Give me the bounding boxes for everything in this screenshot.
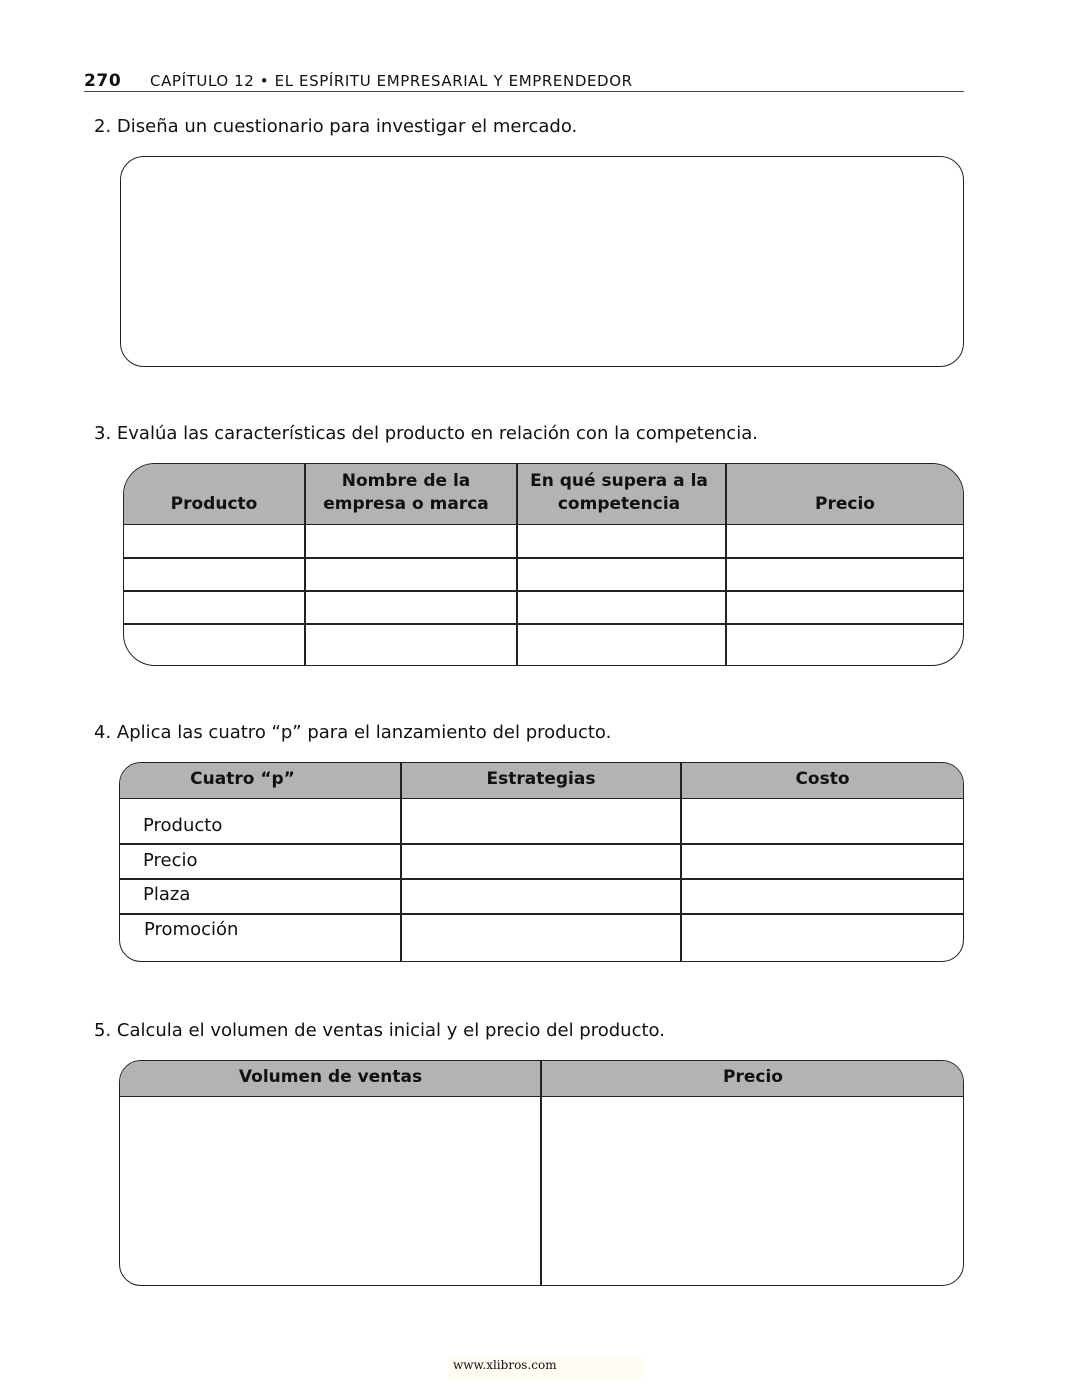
col-header: Costo (795, 769, 850, 789)
divider (124, 590, 963, 592)
divider (304, 464, 306, 665)
col-header: Estrategias (486, 769, 596, 789)
divider (120, 843, 963, 845)
col-header: Cuatro “p” (190, 769, 295, 789)
divider (516, 464, 518, 665)
divider (120, 913, 963, 915)
header-rule (84, 91, 964, 92)
divider (124, 557, 963, 559)
col-header: Precio (815, 494, 875, 514)
row-label: Promoción (144, 919, 239, 940)
col-header: En qué supera a la competencia (530, 471, 708, 514)
sales-table (119, 1060, 964, 1286)
divider (120, 878, 963, 880)
questionnaire-answer-box[interactable] (120, 156, 964, 367)
page-number: 270 (84, 71, 122, 91)
question-4: 4. Aplica las cuatro “p” para el lanzamiento del producto. (94, 722, 612, 743)
four-p-table (119, 762, 964, 962)
chapter-title: CAPÍTULO 12 • EL ESPÍRITU EMPRESARIAL Y EMPRENDEDOR (150, 72, 633, 90)
divider (400, 763, 402, 961)
divider (680, 763, 682, 961)
col-header: Precio (723, 1067, 783, 1087)
question-5: 5. Calcula el volumen de ventas inicial y el precio del producto. (94, 1020, 665, 1041)
competition-table (123, 463, 964, 666)
question-2: 2. Diseña un cuestionario para investigar el mercado. (94, 116, 578, 137)
col-header: Producto (170, 494, 258, 514)
footer-url[interactable]: www.xlibros.com (453, 1358, 557, 1372)
question-3: 3. Evalúa las características del producto en relación con la competencia. (94, 423, 758, 444)
divider (540, 1061, 542, 1285)
col-header: Nombre de la empresa o marca (323, 471, 489, 514)
col-header: Volumen de ventas (238, 1067, 423, 1087)
divider (725, 464, 727, 665)
row-label: Precio (143, 850, 198, 871)
row-label: Plaza (143, 884, 191, 905)
row-label: Producto (143, 815, 223, 836)
divider (124, 623, 963, 625)
